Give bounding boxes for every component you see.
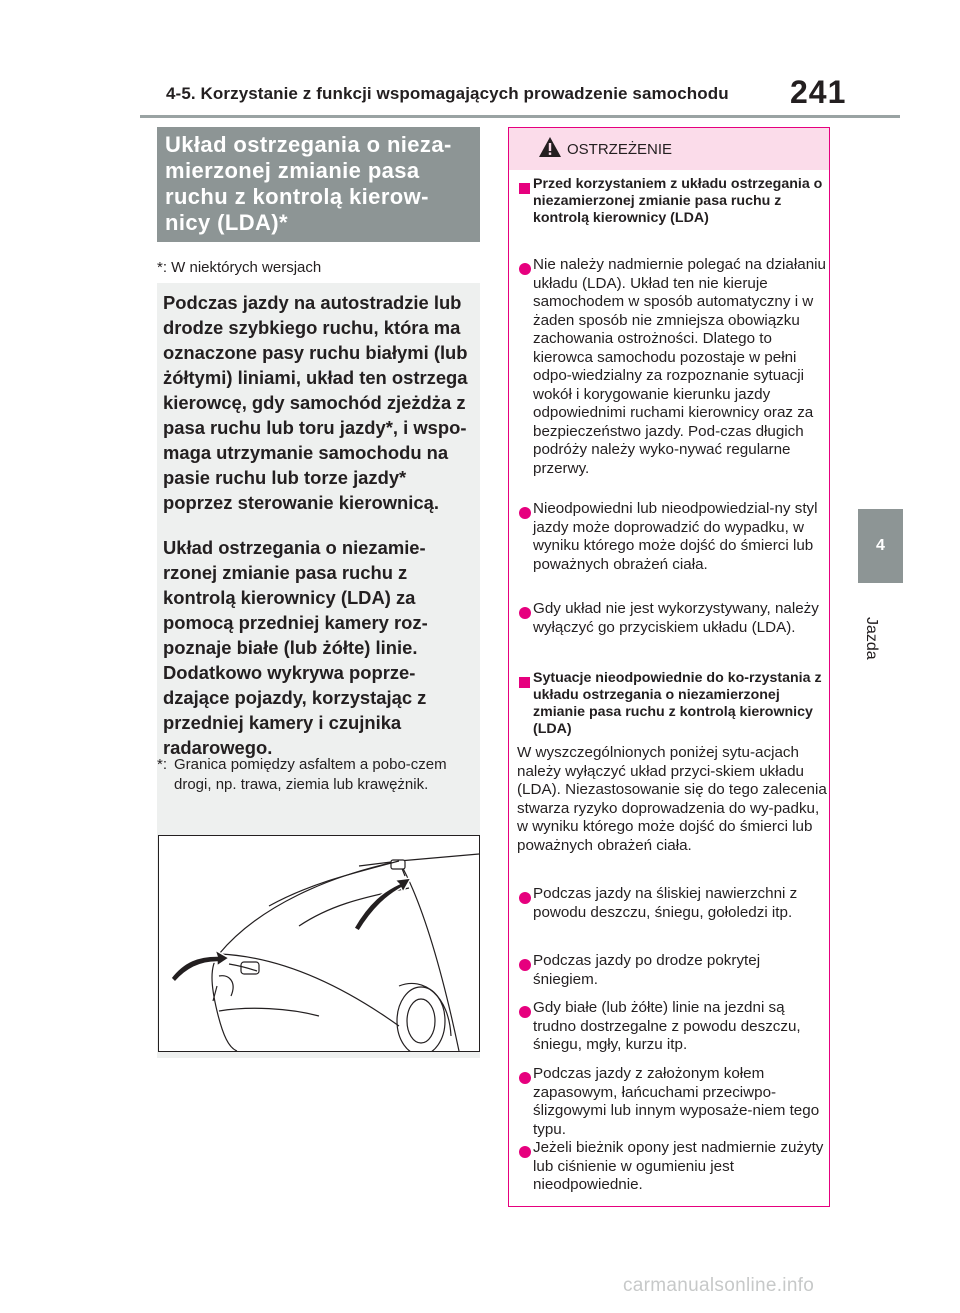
chapter-number: 4 (876, 537, 885, 554)
warning-section-2-heading: Sytuacje nieodpowiednie do ko-rzystania z układu ostrzegania o niezamierzonej zmianie pasa ruchu z kontrolą kierownicy (LDA) (533, 670, 822, 737)
warning-triangle-icon (539, 137, 561, 157)
warning-bullet: Gdy układ nie jest wykorzystywany, należy wyłączyć go przyciskiem układu (LDA). (533, 600, 819, 636)
bullet-icon (519, 959, 531, 971)
note-text: Granica pomiędzy asfaltem a pobo-czem drogi, np. trawa, ziemia lub krawężnik. (174, 756, 447, 793)
warning-bullet: Nie należy nadmiernie polegać na działaniu układu (LDA). Układ ten nie kieruje samochodem w sposób automatyczny i w żaden sposób nie zmniejsza obowiązku zachowania ostrożności. Dlatego to kierowca samochodu pozostaje w pełni odpo-wiedzialny za rozpoznanie sytuacji wokół i korygowanie kierunku jazdy odpowiednimi ruchami kierownicy oraz za bezpieczeństwo jazdy. Pod-czas długich podróży należy wyko-nywać regularne przerwy. (533, 256, 826, 477)
chapter-label: Jazda (863, 617, 880, 660)
bullet-icon (519, 507, 531, 519)
warning-title: OSTRZEŻENIE (567, 141, 673, 158)
warning-bullet: Podczas jazdy na śliskiej nawierzchni z powodu deszczu, śniegu, gołoledzi itp. (533, 885, 798, 921)
bullet-icon (519, 263, 531, 275)
car-drawing (159, 836, 479, 1051)
header-divider (140, 115, 900, 118)
warning-bullet: Nieodpowiedni lub nieodpowiedzial-ny styl jazdy może doprowadzić do wypadku, w wyniku którego może dojść do śmierci lub poważnych obrażeń ciała. (533, 500, 818, 573)
warning-section-2-paragraph: W wyszczególnionych poniżej sytu-acjach należy wyłączyć układ przyci-skiem układu (LDA). Niezastosowanie się do tego zalecenia stwarza ryzyko doprowadzenia do wy-padku, w wyniku którego może dojść do śmierci lub poważnych obrażeń ciała. (517, 744, 827, 854)
warning-box (508, 127, 830, 1207)
section-footnote: *: W niektórych wersjach (157, 259, 322, 276)
chapter-tab (858, 509, 903, 583)
warning-section-1-heading: Przed korzystaniem z układu ostrzegania o niezamierzonej zmianie pasa ruchu z kontrolą kierownicy (LDA) (533, 176, 823, 226)
warning-bullet: Jeżeli bieżnik opony jest nadmiernie zużyty lub ciśnienie w ogumieniu jest nieodpowiednie. (533, 1139, 824, 1193)
square-bullet-icon (519, 677, 530, 688)
bullet-icon (519, 1146, 531, 1158)
warning-bullet: Podczas jazdy z założonym kołem zapasowym, łańcuchami przeciwpo-ślizgowymi lub innym wyposaże-niem tego typu. (533, 1065, 820, 1138)
square-bullet-icon (519, 183, 530, 194)
bullet-icon (519, 1006, 531, 1018)
watermark: carmanualsonline.info (623, 1275, 815, 1296)
intro-paragraph-2: Układ ostrzegania o niezamie-rzonej zmianie pasa ruchu z kontrolą kierownicy (LDA) za pomocą przedniej kamery roz-poznaje białe (lub żółte) linie. Dodatkowo wykrywa poprze-dzające pojazdy, korzystając z przedniej kamery i czujnika radarowego. (163, 537, 428, 758)
warning-bullet: Gdy białe (lub żółte) linie na jezdni są trudno dostrzegalne z powodu deszczu, śniegu, mgły, kurzu itp. (533, 999, 801, 1053)
warning-bullet: Podczas jazdy po drodze pokrytej śniegiem. (533, 952, 761, 988)
bullet-icon (519, 607, 531, 619)
car-camera-illustration (158, 835, 480, 1052)
section-title: Układ ostrzegania o nieza-mierzonej zmianie pasa ruchu z kontrolą kierow-nicy (LDA)* (157, 127, 480, 242)
intro-paragraph-1: Podczas jazdy na autostradzie lub drodze szybkiego ruchu, która ma oznaczone pasy ruchu białymi (lub żółtymi) liniami, układ ten ostrzega kierowcę, gdy samochód zjeżdża z pasa ruchu lub toru jazdy*, i wspo-maga utrzymanie samochodu na pasie ruchu lub torze jazdy* poprzez sterowanie kierownicą. (163, 292, 468, 513)
running-header: 4-5. Korzystanie z funkcji wspomagających prowadzenie samochodu (166, 84, 729, 103)
note-marker: *: (157, 756, 168, 773)
page-number: 241 (790, 74, 847, 110)
bullet-icon (519, 1072, 531, 1084)
bullet-icon (519, 892, 531, 904)
asterisk-note (157, 755, 475, 795)
warning-header (509, 128, 829, 170)
